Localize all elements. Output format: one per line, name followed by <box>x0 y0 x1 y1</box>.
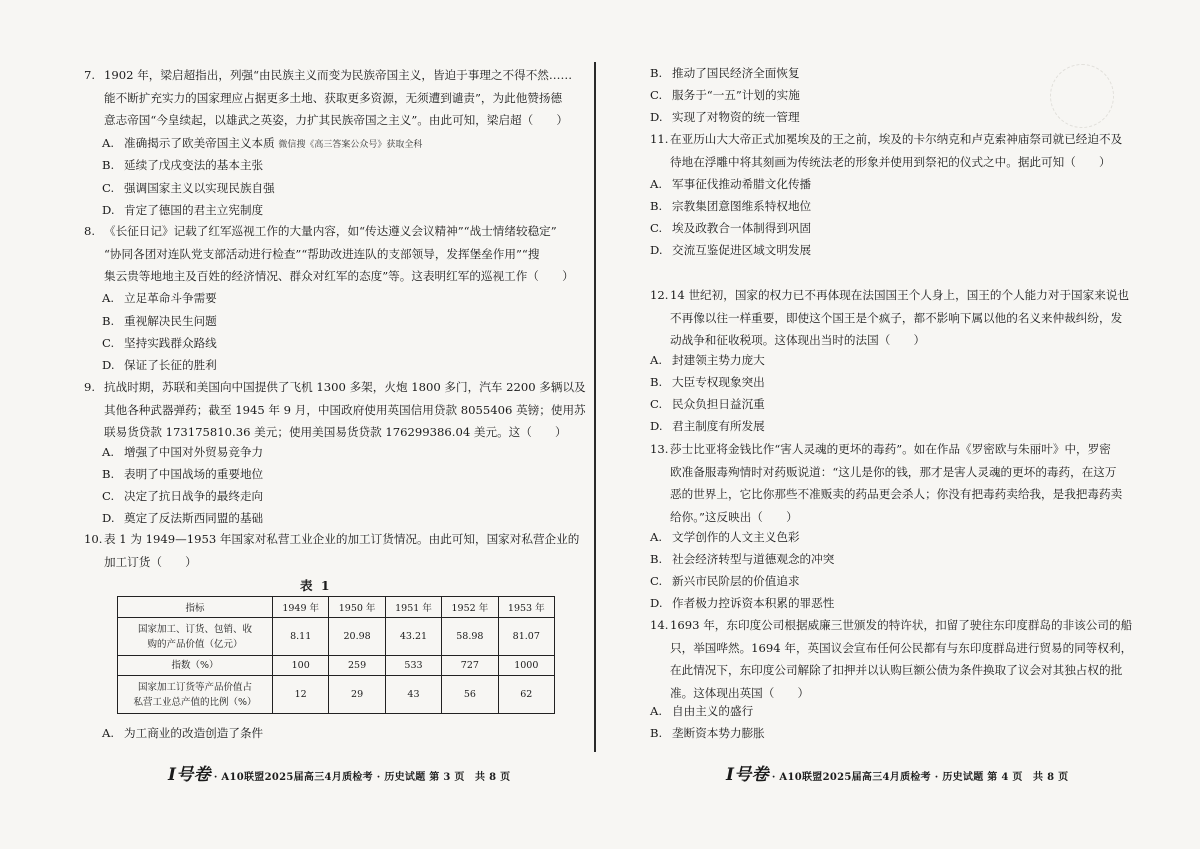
question-text: 在此情况下，东印度公司解除了扣押并以认购巨额公债为条件换取了议会对其独占权的批 <box>670 663 1123 677</box>
table-header-row <box>118 597 555 618</box>
table-header: 1953 年 <box>498 597 554 618</box>
table-cell: 8.11 <box>273 618 329 656</box>
table-header: 1949 年 <box>273 597 329 618</box>
option-a: A. 文学创作的人文主义色彩 <box>650 530 800 544</box>
option-a: A. 军事征伐推动希腊文化传播 <box>650 177 812 191</box>
question-text: 动战争和征收税项。这体现出当时的法国（ ） <box>670 333 926 347</box>
table-cell: 100 <box>273 656 329 676</box>
option-b: B. 社会经济转型与道德观念的冲突 <box>650 552 835 566</box>
option-d: D. 保证了长征的胜利 <box>102 358 217 372</box>
option-b: B. 宗教集团意图维系特权地位 <box>650 199 812 213</box>
question-11 <box>650 128 1123 173</box>
option-b: B. 重视解决民生问题 <box>102 314 217 328</box>
brand-logo: I号卷 <box>726 765 769 785</box>
question-text: 不再像以往一样重要，即使这个国王是个疯子，都不影响下属以他的名义来仲裁纠纷，发 <box>670 310 1123 325</box>
question-number: 10. <box>84 532 103 546</box>
table-row <box>118 676 555 714</box>
table-header: 1950 年 <box>329 597 385 618</box>
table-cell-label: 指数（%） <box>118 656 273 676</box>
table-cell: 29 <box>329 676 385 714</box>
question-8 <box>84 220 574 288</box>
question-number: 13. <box>650 442 669 456</box>
question-number: 14. <box>650 618 669 632</box>
question-text: 准。这体现出英国（ ） <box>670 685 810 700</box>
option-b: B. 推动了国民经济全面恢复 <box>650 66 800 80</box>
table-cell: 727 <box>442 656 498 676</box>
option-d: D. 交流互鉴促进区域文明发展 <box>650 243 812 257</box>
brand-logo: I号卷 <box>168 765 211 785</box>
question-text: 表 1 为 1949—1953 年国家对私营工业企业的加工订货情况。由此可知，国家对私营企业的 <box>104 532 580 546</box>
footer-text: · A10联盟2025届高三4月质检考 · 历史试题 第 4 页 共 8 页 <box>771 772 1069 783</box>
question-text: 待地在浮雕中将其刻画为传统法老的形象并使用到祭祀的仪式之中。据此可知（ ） <box>670 154 1111 169</box>
question-number: 7. <box>84 68 96 82</box>
table-cell: 533 <box>385 656 441 676</box>
page-footer <box>726 760 1068 785</box>
table-cell: 12 <box>273 676 329 714</box>
question-text: 在亚历山大大帝正式加冕埃及的王之前，埃及的卡尔纳克和卢克索神庙祭司就已经迫不及 <box>670 132 1123 146</box>
table-cell: 58.98 <box>442 618 498 656</box>
table-cell: 43.21 <box>385 618 441 656</box>
question-number: 11. <box>650 132 669 146</box>
option-d: D. 作者极力控诉资本积累的罪恶性 <box>650 596 835 610</box>
watermark-note: 微信搜《高三答案公众号》获取全科 <box>278 140 423 150</box>
question-text: 恶的世界上，它比你那些不准贩卖的药品更会杀人；你没有把毒药卖给我，是我把毒药卖 <box>670 487 1123 501</box>
option-a: A. 封建领主势力庞大 <box>650 353 765 367</box>
table-cell: 259 <box>329 656 385 676</box>
option-a: A. 自由主义的盛行 <box>650 704 754 718</box>
question-text: 抗战时期，苏联和美国向中国提供了飞机 1300 多架，火炮 1800 多门，汽车 2200 多辆以及 <box>104 380 586 394</box>
page-footer <box>168 760 510 785</box>
question-text: “协同各团对连队党支部活动进行检查”“帮助改进连队的支部领导，发挥堡垒作用”“搜 <box>104 246 540 261</box>
question-text: 《长征日记》记载了红军巡视工作的大量内容，如“传达遵义会议精神”“战士情绪较稳定” <box>104 224 557 238</box>
question-text: 1902 年，梁启超指出，列强“由民族主义而变为民族帝国主义，皆迫于事理之不得不然…… <box>104 68 573 82</box>
option-c: C. 强调国家主义以实现民族自强 <box>102 181 275 195</box>
table-cell-label: 国家加工、订货、包销、收 购的产品价值（亿元） <box>118 618 273 656</box>
right-page <box>598 0 1200 849</box>
table-cell: 20.98 <box>329 618 385 656</box>
option-d: D. 奠定了反法斯西同盟的基础 <box>102 511 264 525</box>
table-cell-label: 国家加工订货等产品价值占 私营工业总产值的比例（%） <box>118 676 273 714</box>
table-cell: 62 <box>498 676 554 714</box>
option-c: C. 坚持实践群众路线 <box>102 336 217 350</box>
table-row <box>118 656 555 676</box>
left-page <box>0 0 595 849</box>
question-9 <box>84 376 586 444</box>
question-text: 给你。”这反映出（ ） <box>670 509 798 524</box>
table-row <box>118 618 555 656</box>
question-text: 14 世纪初，国家的权力已不再体现在法国国王个人身上，国王的个人能力对于国家来说也 <box>670 288 1130 302</box>
question-text: 联易货贷款 173175810.36 美元；使用美国易货贷款 176299386.04 美元。这（ ） <box>104 425 567 439</box>
option-b: B. 表明了中国战场的重要地位 <box>102 467 264 481</box>
question-7 <box>84 64 573 132</box>
question-text: 加工订货（ ） <box>104 554 197 569</box>
table-cell: 81.07 <box>498 618 554 656</box>
option-a: A. 立足革命斗争需要 <box>102 291 217 305</box>
table-header: 指标 <box>118 597 273 618</box>
question-number: 9. <box>84 380 96 394</box>
option-b: B. 垄断资本势力膨胀 <box>650 726 765 740</box>
table-cell: 56 <box>442 676 498 714</box>
question-number: 8. <box>84 224 96 238</box>
option-d: D. 实现了对物资的统一管理 <box>650 110 800 124</box>
question-14 <box>650 614 1133 704</box>
option-c: C. 埃及政教合一体制得到巩固 <box>650 221 812 235</box>
question-text: 1693 年，东印度公司根据威廉三世颁发的特许状，扣留了驶往东印度群岛的非该公司的船 <box>670 618 1133 632</box>
question-text: 集云贵等地地主及百姓的经济情况、群众对红军的态度”等。这表明红军的巡视工作（ ） <box>104 269 574 283</box>
option-c: C. 决定了抗日战争的最终走向 <box>102 489 264 503</box>
table-header: 1951 年 <box>385 597 441 618</box>
data-table <box>117 596 555 714</box>
table-header: 1952 年 <box>442 597 498 618</box>
option-c: C. 民众负担日益沉重 <box>650 397 765 411</box>
option-a: A. 增强了中国对外贸易竞争力 <box>102 445 264 459</box>
faint-stamp-mark <box>1050 64 1114 128</box>
option-a: A. 准确揭示了欧美帝国主义本质 微信搜《高三答案公众号》获取全科 <box>102 136 423 150</box>
question-text: 其他各种武器弹药；截至 1945 年 9 月，中国政府使用英国信用贷款 8055406 英镑；使用苏 <box>104 402 586 417</box>
option-c: C. 服务于“一五”计划的实施 <box>650 88 800 102</box>
option-b: B. 延续了戊戌变法的基本主张 <box>102 158 264 172</box>
question-12 <box>650 284 1130 352</box>
option-b: B. 大臣专权现象突出 <box>650 375 765 389</box>
option-d: D. 君主制度有所发展 <box>650 419 765 433</box>
question-text: 意志帝国“今皇续起，以雄武之英姿，力扩其民族帝国之主义”。由此可知，梁启超（ ） <box>104 113 569 127</box>
option-d: D. 肯定了德国的君主立宪制度 <box>102 203 264 217</box>
option-c: C. 新兴市民阶层的价值追求 <box>650 574 800 588</box>
option-a: A. 为工商业的改造创造了条件 <box>102 726 264 740</box>
question-text: 只，举国哗然。1694 年，英国议会宣布任何公民都有与东印度群岛进行贸易的同等权利， <box>670 640 1133 655</box>
question-10 <box>84 528 580 573</box>
question-number: 12. <box>650 288 669 302</box>
table-cell: 1000 <box>498 656 554 676</box>
question-text: 能不断扩充实力的国家理应占据更多土地、获取更多资源，无须遭到谴责”，为此他赞扬德 <box>104 90 563 105</box>
footer-text: · A10联盟2025届高三4月质检考 · 历史试题 第 3 页 共 8 页 <box>213 772 511 783</box>
page-divider <box>594 62 596 752</box>
question-13 <box>650 438 1123 528</box>
table-cell: 43 <box>385 676 441 714</box>
table-caption: 表 1 <box>300 578 332 593</box>
question-text: 欧准备服毒殉情时对药贩说道：“这儿是你的钱，那才是害人灵魂的更坏的毒药，在这万 <box>670 464 1117 479</box>
question-text: 莎士比亚将金钱比作“害人灵魂的更坏的毒药”。如在作品《罗密欧与朱丽叶》中，罗密 <box>670 442 1111 456</box>
